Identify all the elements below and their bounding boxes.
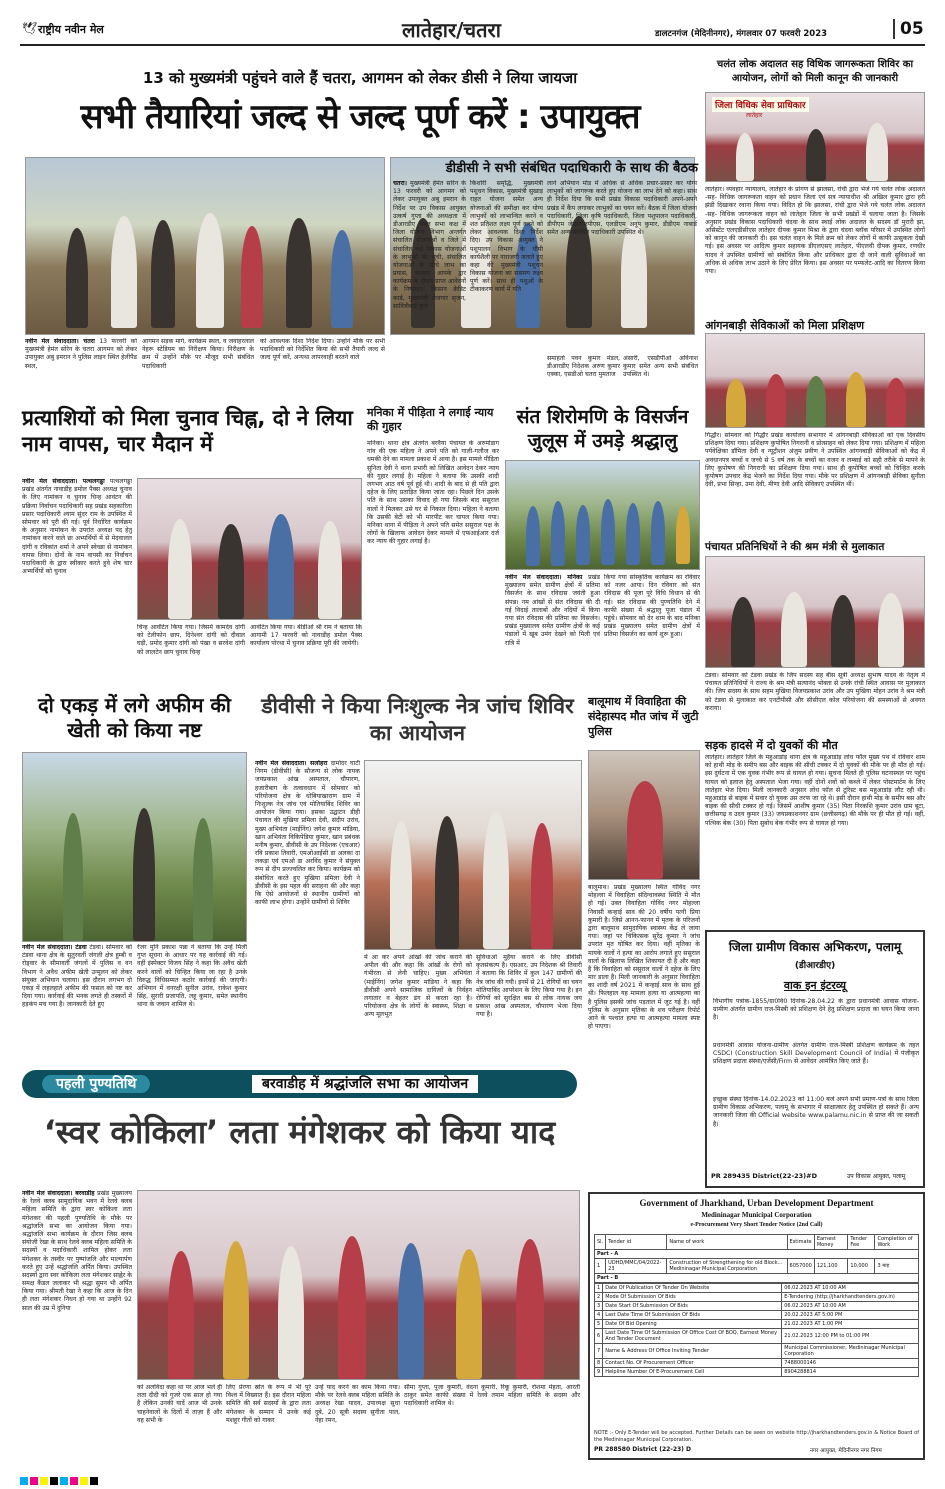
table-cell: 9 — [595, 1368, 603, 1377]
bird-logo-icon: 🕊 — [22, 21, 38, 35]
table-row — [595, 1368, 919, 1377]
table-cell: Last Date Time Of Submission Of Office Cost Of BOQ, Earnest Money And Tender Document — [603, 1329, 782, 1344]
balumath-photo — [588, 750, 700, 880]
accident-body: लातेहार। लातेहार जिले के महुआडांड़ थाना क्षेत्र के महुआडांड़ लोध फॉल मुख्य पथ में रविवार शाम को हाथी मोड़ के समीप बस और बाइक की सीधी टक्कर में दो युवकों की मौके पर ही मौत हो गई। इस दुर्घटना में एक युवक गंभीर रूप से घायल हो गया। सूचना मिलते ही पुलिस घटनास्थल पर पहुंच घायल को इलाज हेतु अस्पताल भेजा गया। वहीं दोनों शवों को कब्जे में लेकर पोस्टमार्टम के लिए लातेहार भेज दिया। मिली जानकारी अनुसार लोध फॉल से टूरिस्ट बस महुआडांड़ लौट रही थी। महुआडांड़ से बाइक में सवार दो युवक उस तरफ जा रहे थे। इसी दौरान हाथी मोड़ के समीप बस और बाइक की सीधी टक्कर हो गई। जिसमें आशीष कुमार (35) पिता निरकशि कुमार उरांव ग्राम बूटा, छत्तीसगढ़ व उदय कुमार (33) जयप्रकाशनगर ग्राम (छत्तीसगढ़) की मौके पर ही मौत हो गई। वहीं, पत्थिक बेक (30) पिता सुबोध बेक गंभीर रूप से घायल हो गया। — [705, 754, 925, 827]
tribute-headline: ‘स्वर कोकिला’ लता मंगेशकर को किया याद — [43, 1113, 556, 1151]
legal-camp-headline: चलंत लोक अदालत सह विधिक जागरूकता शिविर का आयोजन, लोगों को मिली कानून की जानकारी — [716, 59, 914, 84]
woman-headline: मनिका में पीड़िता ने लगाई न्याय की गुहार — [367, 406, 494, 434]
table-row — [595, 1329, 919, 1344]
table-cell: Date Start Of Submission Of Bids — [603, 1302, 782, 1311]
tender-ad-footer-left: PR 288580 District (22-23) D — [594, 1446, 691, 1453]
tribute-byline: नवीन मेल संवाददाता। बरवाडीह — [22, 1190, 95, 1197]
table-cell: Name & Address Of Office Inviting Tender — [603, 1344, 782, 1359]
meeting-body-5: समाहर्ता पवन कुमार मंडल, डीआरडीए निदेशक अरुण कुमार एक्का, एसडीओ चतरा मुमताज — [547, 355, 620, 379]
nomination-byline: नवीन मेल संवाददाता। पत्थलगड्डा — [22, 478, 105, 485]
tender-part-b: Part - B — [595, 1274, 919, 1283]
nomination-body-3: आवंटित किया गया। बीडीओ श्री राम ने बताया कि आगामी 17 फरवरी को नावाडीह डमोल पैक्स कार्यालय पोरथा में चुनाव प्रक्रिया पूरी की जायेगी। — [250, 624, 362, 648]
table-cell: 3 — [595, 1302, 603, 1311]
tender-table — [594, 1234, 919, 1283]
procession-headline: संत शिरोमणि के विसर्जन जुलूस में उमड़े श्रद्धालु — [516, 406, 689, 452]
lead-body-3: को आवश्यक दिशा निर्देश दिया। उन्होंने मौके पर सभी पदाधिकारी को निर्देशित किया की सभी तैयारी जल्द से जल्द पूर्ण करें, अन्यथा लापरवाही बरतने वाले — [260, 338, 385, 362]
tender-ad-notice: e-Procurement Very Short Tender Notice (2nd Call) — [690, 1222, 823, 1228]
opium-photo — [22, 752, 247, 942]
table-cell: UDHD/MMC/04/2022-23 — [606, 1259, 667, 1274]
table-cell: 06.02.2023 AT 10:00 AM — [782, 1284, 919, 1293]
table-row — [595, 1311, 919, 1320]
lead-kicker: 13 को मुख्यमंत्री पहुंचने वाले हैं चतरा, आगमन को लेकर डीसी ने लिया जायजा — [142, 69, 578, 87]
accident-headline: सड़क हादसे में दो युवकों की मौत — [705, 739, 838, 752]
tribute-body-3: लिए प्रेरणा स्रोत के रूप में भी पूरे विश्व में विख्यात हैं। इस दौरान महिला समिति की सर्व सदस्यों के द्वारा लता मंगेशकर के सम्मान में उनके कई मशहूर गीतों को गाकर — [226, 1384, 311, 1424]
table-cell: 5 — [595, 1320, 603, 1329]
lead-headline: सभी तैयारियां जल्द से जल्द पूर्ण करें : उपायुक्त — [80, 97, 640, 137]
table-row — [595, 1259, 919, 1274]
nomination-body-1: पत्थलगड्डा प्रखंड अंतर्गत नावाडीह डमोल पैक्स अध्यक्ष चुनाव के लिए नामांकन व चुनाव चिन्ह आवंटन की प्रक्रिया निर्वाचन पदाधिकारी सह प्रखंड सहकारिता प्रसार पदाधिकारी श्याम सुंदर राम के उपस्थित में सोमवार को पूरी की गई। पूर्व निर्धारित कार्यक्रम के अनुसार नामांकन के उपरांत अध्यक्ष पद हेतु नामांकन करने वाले छः अभ्यर्थियों में से मेदवालल दांगी व रविकांत शर्मा ने अपने स्वेच्छा से नामांकन वापस लिया। दोनों के नाम वापसी का निर्वाचन पदाधिकारी के द्वारा स्वीकार करते हुवे शेष चार अभ्यर्थियों को चुनाव — [22, 478, 132, 576]
table-row — [595, 1344, 919, 1359]
tender-col-header: Earnest Money — [814, 1235, 848, 1250]
table-row — [595, 1359, 919, 1368]
interview-ad-footer-left: PR 289435 District(22-23)#D — [711, 1172, 817, 1180]
panchayat-body: टंडवा। सोमवार को टंडवा प्रखंड के जिप सदस्य सह बीस सूत्री अध्यक्ष सुभाष यादव के नेतृत्व में पंचायत प्रतिनिधियों ने राज्य के श्रम मंत्री सत्यानंद भोक्ता से उनके रांची स्थित आवास पर मुलाकात की। जिप सदस्य के साथ सहम मुखिया विजयप्रकाश उरांव और उप मुखिया मोहन उरांव ने श्रम मंत्री को टंडवा से मुलाकात कर एनटीपीसी और सीसीएल कोल परियोजना की समस्याओं से अवगत कराया। — [705, 672, 925, 712]
interview-ad — [705, 930, 925, 1188]
anganwadi-photo — [705, 333, 925, 428]
meeting-body-4: अंसारी, एसडीपीओ अविनाश कुमार समेत अन्य सभी संबंधित उपस्थित थे। — [623, 355, 698, 379]
table-cell: 7488000146 — [782, 1359, 919, 1368]
tender-col-header: Tender id — [606, 1235, 667, 1250]
interview-ad-p1: विभागीय पत्रांक-1855/ग्रा0वि0 दिनांक-28.04.22 के द्वारा प्रधानमंत्री आवास योजना-ग्रामीण अंतर्गत ग्रामीण राज-मिस्त्री को प्रशिक्षण देने हेतु प्रशिक्षण प्रदाता का चयन किया जाना है। — [713, 998, 919, 1022]
interview-ad-org-sub: (डीआरडीए) — [794, 961, 836, 971]
woman-body: मनिका। थाना क्षेत्र अंतर्गत बरवैया पंचायत के अरुमोडाग गांव की एक महिला ने अपने पति को गाली-गलौज कर धमकी देने का मामला प्रकाश में आया है। इस मामले पीड़िता सुनिता देवी ने थाना प्रभारी को लिखित आवेदन देकर न्याय की गुहार लगाई है। महिला ने बताया कि उसकी शादी लगभग आठ वर्ष पूर्व हुई थी। शादी के बाद से ही पति द्वारा दहेज के लिए प्रताड़ित किया जाता रहा। पिछले दिन उसके पति के साथ उसका विवाद हो गया जिसके बाद ससुराल वालों ने मिलकर उसे घर से निकाल दिया। महिला ने बताया कि उसकी बेटी को भी मारपीट कर घायल किया गया। मनिका थाना में पीड़िता ने अपने पति समेत ससुराल पक्ष के लोगों के खिलाफ आवेदन देकर मामले में एफआईआर दर्ज कर न्याय की गुहार लगाई है। — [367, 440, 499, 546]
tribute-body-1: प्रखंड मुख्यालय के रेलवे क्लब सामुदायिक भवन में रेलवे क्लब महिला समिति के द्वारा स्वर कोकिला लता मंगेशकर की पहली पुण्यतिथि के मौके पर श्रद्धांजलि सभा का आयोजन किया गया। श्रद्धांजलि सभा कार्यक्रम के दौरान जिस क्लब संयोजी रेखा के साथ रेलवे क्लब महिला समिति के सदस्यों व पदाधिकारी शामिल होकर लता मंगेशकर के तस्वीर पर पुष्पांजलि और माल्यार्पण करते हुए उन्हें श्रद्धांजलि अर्पित किया। उपस्थित सदस्यों द्वारा स्वर कोकिला लता मंगेशकर साह्वेर के समक्ष कैंडल जलाकर भी श्रद्धा सुमन भी अर्पित किया गया। श्रीमती रेखा ने कहा कि आज के दिन ही लता मंगेशकर निधन हो गया था उन्होंने 92 साल की उम्र में दुनिया — [22, 1190, 132, 1312]
tribute-photo — [137, 1190, 580, 1380]
nomination-photo — [137, 478, 362, 620]
opium-headline: दो एकड़ में लगे अफीम की खेती को किया नष्ट — [38, 693, 231, 742]
table-cell: Construction of Strengthening for old Block... Medininagar Municipal Corporation — [667, 1259, 787, 1274]
eye-camp-body-2: में आ कर अपने आंखों की जांच कराने की अपील की और कहा कि आंखों के रोगों को गंभीरता से लेनी चाहिए। मुख्य अभियंता (माईनिंग) जगेश कुमार मांडिया ने कहा कि डीवीसी अपने सामाजिक दायित्वों के निर्वहन लगातार व बेहतर ढंग से करता रहा है। परियोजना क्षेत्र के लोगों के स्वास्थ्य, शिक्षा व अन्य मूलभूत — [364, 954, 472, 1019]
table-cell: Date Of Bid Opening — [603, 1320, 782, 1329]
interview-ad-footer-right: उप विकास आयुक्त, पलामू — [847, 1173, 906, 1180]
interview-ad-org: जिला ग्रामीण विकास अभिकरण, पलामू — [728, 940, 902, 954]
opium-body-1: टंडवा। सोमवार को टंडवा थाना क्षेत्र के सुतुरवर्ती जंगली क्षेत्र हुम्बी व रोड्वार के सीमावर्ती जंगलों में पुलिस व वन विभाग ने अवैध अफीम खेती उन्मूलन को लेकर संयुक्त अभियान चलाया। इस दौरान लगभग दो एकड़ में लहलहाते अफीम की फसल को नष्ट कर दिया गया। कार्रवाई की भनक लगते ही तस्करों में हड़कंप मच गया है। जानकारी देते हुए — [22, 944, 132, 1009]
table-cell: 3 माह — [875, 1259, 919, 1274]
tender-col-header: Estimate — [787, 1235, 814, 1250]
table-cell: 21.02.2023 AT 1:00 PM — [782, 1320, 919, 1329]
table-cell: 10,000 — [848, 1259, 875, 1274]
tender-col-header: Tender Fee — [848, 1235, 875, 1250]
eye-camp-body-1: दामोदर घाटी निगम (डीवीसी) के सौजन्य से लोक नायक जयप्रकाश आंख अस्पताल, चौपारण, हजारीबाग के तत्वावधान में सोमवार को परियोजना क्षेत्र के धोबियाखाराण ग्राम में निःशुल्क नेत्र जांच एवं मोतियाबिंद शिविर का आयोजन किया गया। इसका उद्घाटन डीही पंचायत की मुखिया प्रमिला देवी, संदीप उरांव, मुख्य अभियंता (माईनिंग) जगेश कुमार मांडिया, खान अभियंता विकिपेडिया कुमार, खान प्रबंधक मनीष कुमार, डीवीसी के उप निदेशक (एचआर) रवि प्रकाश तिवारी, एमओआईसी डा अलका दा लकड़ा एवं एमओ डा अरविंद कुमार ने संयुक्त रूप से दीप प्रज्ज्वलित कर किया। कार्यक्रम को संबोधित करते हुए मुखिया प्रमिला देवी ने डीवीसी के इस पहल की सराहना की और कहा कि ऐसे आयोजनों से स्थानीय ग्रामीणों को काफी लाभ होगा। उन्होंने ग्रामीणों से शिविर — [255, 760, 360, 907]
table-row — [595, 1320, 919, 1329]
lead-byline: नवीन मेल संवाददाता। चतरा — [25, 338, 95, 345]
procession-body-1: प्रखंड मुख्यालय समेत ग्रामीण क्षेत्रों में प्रतिमा विसर्जन के साथ रविदास जयंती हुआ संपन्न। नम आंखों से संत रविदास की दी गई विदाई तालाबों और नदियों में किया गया संत रविदास की प्रतिमा का विसर्जन। प्रखंड मुख्यालय समेत ग्रामीण क्षेत्रों के कई पंडालों में खूब उमंग देखने को मिली एवं रात्रि में — [505, 574, 600, 647]
table-cell: 7 — [595, 1344, 603, 1359]
table-cell: Municipal Commissioner, Medininagar Municipal Corporation — [782, 1344, 919, 1359]
eye-camp-byline: नवीन मेल संवाददाता। सलोहरा — [255, 760, 328, 767]
legal-camp-body: लातेहार। व्यवहार न्यायालय, लातेहार के प्रांगण से झालसा, रांची द्वारा भेजे गये चलंत लोक अदालत -सह- विधिक जागरूकता वाहन को प्रधान जिला एवं सत्र न्यायाधीश श्री अखिल कुमार द्वारा हरी झंडी दिखाकर रवाना किया गया। विदित हो कि झालसा, रांची द्वारा भेजे गये चलंत लोक अदालत -सह- विधिक जागरूकता वाहन को लातेहार जिला के सभी प्रखंडों में चलाया जाता है। जिसके अनुसार प्रखंड विकास पदाधिकारी चंदवा के साथ स्थाई लोक अदालत के सदस्य डॉ मुरारी झा, असिस्टेंट एलएडीसीएस लातेहार दीपक कुमार मिश्रा के द्वारा चंदवा ब्लॉक परिसर में उपस्थित लोगों को कानून की जानकारी दी। इस चलंत वाहन के मिले क्रम को लेकर लोगों में काफी उत्सुकता देखी गई। इस अवसर पर आदित्य कुमार सहायक डीएलएसए लातेहार, पीएलवी दीपक कुमार, रणधीर यादव ने उपस्थित ग्रामीणों को संबोधित किया और प्राधिकार द्वारा दी जाने वाली सुविधाओं का अधिक से अधिक लाभ उठाने के लिए प्रेरित किया। इस अवसर पर पम्फलेट-आदि का वितरण किया गया। — [705, 186, 925, 275]
table-cell: 1 — [595, 1284, 603, 1293]
eye-camp-headline: डीवीसी ने किया निःशुल्क नेत्र जांच शिविर का आयोजन — [261, 694, 574, 746]
paper-name: राष्ट्रीय नवीन मेल — [38, 23, 104, 36]
table-cell: 2 — [595, 1293, 603, 1302]
procession-photo — [505, 460, 700, 570]
table-cell: 20.02.2023 AT 5:00 PM — [782, 1311, 919, 1320]
table-cell: Date Of Publication Of Tender On Website — [603, 1284, 782, 1293]
legal-camp-photo-banner: जिला विधिक सेवा प्राधिकार — [712, 97, 809, 112]
table-cell: 4 — [595, 1311, 603, 1320]
table-cell: Contact No. Of Procurement Officer — [603, 1359, 782, 1368]
opium-byline: नवीन मेल संवाददाता। टंडवा — [22, 944, 87, 951]
color-registration-strip — [20, 1470, 925, 1480]
eye-camp-photo — [364, 760, 582, 950]
tender-ad — [588, 1192, 925, 1460]
legal-camp-photo-banner-sub: लातेहार — [746, 112, 763, 119]
tribute-banner-left: पहली पुण्यतिथि — [42, 1075, 150, 1093]
table-cell: Last Date Time Of Submission Of Bids — [603, 1311, 782, 1320]
table-cell: 121,100 — [814, 1259, 848, 1274]
tender-col-header: Completion of Work — [875, 1235, 919, 1250]
interview-ad-title: वाक इन इंटरव्यू — [783, 979, 847, 992]
lead-photo — [25, 157, 385, 335]
balumath-headline: बालूमाथ में विवाहिता की संदेहास्पद मौत जांच में जुटी पुलिस — [588, 695, 699, 738]
meeting-body-1: मुख्यमंत्री हेमंत सोरेन के 13 फरवरी को आगमन को लेकर उपायुक्त अबु इमरान के निर्देश पर उप विकास आयुक्त उत्कर्ष गुप्ता की अध्यक्षता में डीआरडीए स्थित सभा कक्ष में जिला योजना विभाग अन्तर्गत संचालित योजनाओं व जिले में संचालित कई विकास योजनाओं के लाभुकों की सूची, संचालित योजनाओं के सीधे लाभ का प्रयास, सरकार आपके द्वार कार्यक्रम के दौरान प्राप्त आवेदनों के निष्पादन, किसान क्रेडिट कार्ड, मुख्यमंत्री रोजगार सृजन, सावित्रीबाई फुले — [393, 180, 466, 310]
tribute-body-4: उन्हें याद करने का काम किया गया। मौके पर रेलवे क्लब महिला समिति के अध्यक्ष रेखा यादव, उपाध्यक्ष सुधा दुबे, 20 सूत्री सदस्य सुनीता पाल, नेहा रमन, — [315, 1384, 400, 1424]
procession-byline: नवीन मेल संवाददाता। मनिका — [505, 574, 583, 581]
meeting-dateline: चतरा। — [393, 180, 407, 187]
eye-camp-body-3: सुविधाओं मुहैया कराने के लिए डीवीसी कृतसंकल्प है। एसआर, उप निदेशक श्री तिवारी ने बताया कि शिविर में कुल 147 ग्रामीणों की नेत्र जांच की गयी। इनमें से 21 रोगियों का चयन मोतियाबिंद आपरेशन के लिए किया गया है। इन रोगियों को सुरक्षित बस से लोक नायक जय प्रकाश आंख अस्पताल, चौपारण भेजा दिया गया है। — [476, 954, 582, 1019]
tender-part-a: Part - A — [595, 1250, 919, 1259]
tribute-banner-right: बरवाडीह में श्रद्धांजलि सभा का आयोजन — [252, 1075, 478, 1093]
opium-body-2: रेंजर मुनि प्रकाश पन्ना ने बताया कि उन्हें मिली गुप्त सूचना के आधार पर यह कार्रवाई की गई। वहीं इंस्पेक्टर विजय सिंह ने कहा कि अवैध खेती करने वालों को चिन्हित किया जा रहा है उनके विरुद्ध विधिसम्मत कठोर कार्रवाई की जाएगी। अभियान में वनरक्षी सुनील उरांव, राकेश कुमार सिंह, सुरारी प्रजापति, लहू कुमार, समेत स्थानीय थाना के जवान शामिल थे। — [137, 944, 247, 1009]
balumath-body: बालूमाथ। प्रखंड मुख्यालय स्थित गोविंद नगर मोहल्ला में विवाहिता संदिग्धावस्था स्थिति में मौत हो गई। उक्त विवाहिता गोविंद नगर मोहल्ला निवासी कन्हाई साव की 20 वर्षीय पत्नी प्रिया कुमारी है। जिसे आनन-फानन में मृतक के परिजनों द्वारा बालूमाथ सामुदायिक स्वास्थ्य केंद्र ले जाया गया। जहां पर चिकित्सक सुरेंद्र कुमार ने जांच उपरांत मृत घोषित कर दिया। वहीं मृतिका के मायके वालों ने हत्या का आरोप लगाते हुए ससुराल वालों के खिलाफ लिखित शिकायत दी है और कहा है कि विवाहिता को ससुराल वालों ने दहेज के लिए मार डाला है। मिली जानकारी के अनुसार विवाहिता का शादी वर्ष 2021 में कन्हाई साव के साथ हुई थी। फिलहाल यह मामला हत्या या आत्महत्या का है पुलिस इसकी जांच पड़ताल में जुट गई है। वहीं पुलिस के अनुसार मृतिका के शव परीक्षण रिपोर्ट आने के पश्चात हत्या या आत्महत्या मामला स्पष्ट हो पाएगा। — [588, 884, 700, 1031]
legal-camp-photo — [705, 92, 925, 182]
table-cell: 06.02.2023 AT 10:00 AM — [782, 1302, 919, 1311]
nomination-body-2: चिन्ह आवंटित किया गया। जिसमें कामदेव दांगी को टेलीफोन छाप, दिनेश्वर दांगी को दीवाल घड़ी, प्रमोद कुमार दांगी को पंखा व सरवेश दांगी को लालटेन छाप चुनाव चिन्ह — [137, 624, 245, 656]
table-cell: 6057000 — [787, 1259, 814, 1274]
tender-ad-subtitle: Medininagar Municipal Corporation — [701, 1211, 812, 1219]
masthead-rule — [20, 44, 925, 46]
lead-body-1: 13 फरवरी को मुख्यमंत्री हेमंत सोरेन के चतरा आगमन को लेकर उपायुक्त अबु इमरान ने पुलिस लाइन स्थित हेलीपैड स्थल, — [25, 338, 137, 370]
table-cell: E-Tendering (http://jharkhandtenders.gov.in) — [782, 1293, 919, 1302]
interview-ad-p3: इच्छुक संस्था दिनांक-14.02.2023 को 11:00 बजे अपने सभी प्रमाण-पत्रों के साथ जिला ग्रामीण विकास अभिकरण, पलामू के सभागार में साक्षात्कार हेतु उपस्थित हो सकते हैं। अन्य जानकारी जिला की Official website www.palamu.nic.in से प्राप्त की जा सकती है। — [713, 1096, 919, 1128]
tender-ad-title: Government of Jharkhand, Urban Development Department — [639, 1198, 874, 1208]
procession-body-2: किया गया सांस्कृतिक कार्यक्रम का रविवार को नजर आया। दिन रविवार को संत रविदास की पूजा पूरे विधि विधान से की गई। संत रविदास की पुण्यतिथि देने में काफी संख्या में श्रद्धालु पूजा पंडाल में पहुंचे। सोमवार को देर शाम के बाद मनिका प्रखंड मुख्यालय समेत ग्रामीण क्षेत्रों में प्रतिमा विसर्जन का कार्य शुरू हुआ। — [604, 574, 700, 639]
page-number: 05 — [893, 19, 924, 39]
section-title: लातेहार/चतरा — [402, 18, 501, 42]
tender-col-header: Name of work — [667, 1235, 787, 1250]
table-row — [595, 1293, 919, 1302]
anganwadi-headline: आंगनबाड़ी सेविकाओं को मिला प्रशिक्षण — [705, 319, 865, 332]
tender-table-b — [594, 1283, 919, 1377]
meeting-body-2: किशोरी समृद्धि, मुख्यमंत्री पशुधन विकास, मुख्यमंत्री सुखाड़ राहत योजना समेत अन्य योजनाओं की समीक्षा कर योग्य लाभुकों को लाभान्वित करने व शत प्रतिशत लक्ष्य पूर्ण करने को लेकर आवश्यक दिशा निर्देश दिए। उप विकास आयुक्त ने पशुपालन विभाग के धीमी कार्यशैली पर नाराजगी जताते हुए कहा की मुख्यमंत्री पशुधन विकास योजना का ससमय लक्ष्य पूर्ण करें। साथ ही पशुओं के टीकाकरण कार्य में गति — [470, 180, 543, 294]
anganwadi-body: गिद्धौर। सोमवार को गिद्धौर प्रखंड कार्यालय सभागार में आंगनबाड़ी सेविकाओं को एक दिवसीय प्रशिक्षण दिया गया। प्रशिक्षण कुपोषित निगरानी व प्रोत्साहन को लेकर दिया गया। प्रशिक्षण में महिला पर्यवेक्षिका डॉमिता देवी व न्यूट्रीशन अंजुम प्रवीण ने उपस्थित आंगनबाड़ी सेविकाओं को केंद्र में अवधानपत्र बच्चों व जच्चे से 5 वर्ष तक के बच्चों का वजन व लम्बाई को सही तरीके से मापने के लिए कुपोषण की निगरानी का प्रशिक्षण दिया गया। साथ ही कुपोषित बच्चों को चिन्हित करके कुपोषण उपचार केंद्र भेजने का निर्देश दिया गया। मौके पर प्रशिक्षण में आंगनबाड़ी सेविका सुनीता देवी, प्रभा सिन्हा, उमा देवी, मीणा देवी आदि सेविकाएं उपस्थित थीं। — [705, 432, 925, 489]
lead-body-2: आगमन सड़क मार्ग, कार्यक्रम स्थल, व जवाहरलाल नेहरू स्टेडियम का निरीक्षण किया। निरीक्षण के क्रम में उन्होंने मौके पर मौजूद सभी संबंधित पदाधिकारी — [142, 338, 254, 370]
table-row — [595, 1302, 919, 1311]
tender-ad-note: NOTE :- Only E-Tender will be accepted. Further Details can be seen on website http://jharkhandtenders.gov.in & Notice Board of the Medininagar Municipal Corporation. — [594, 1430, 919, 1443]
meeting-headline: डीडीसी ने सभी संबंधित पदाधिकारी के साथ की बैठक — [445, 161, 698, 176]
table-cell: 6 — [595, 1329, 603, 1344]
panchayat-photo — [705, 556, 925, 668]
dateline: डालटनगंज (मेदिनीनगर), मंगलवार 07 फरवरी 2023 — [655, 29, 828, 39]
table-cell: Helpline Number Of E-Procurement Cell — [603, 1368, 782, 1377]
meeting-body-3: लाने अभियान मोड में अधिक से अधिक प्रचार-प्रसार कर योग्य लाभुकों को जागरूक करते हुए योजना का लाभ देने को कहा। साथ ही निर्देश दिया कि सभी प्रखंड विकास पदाधिकारी अपने-अपने प्रखंड में कैंप लगाकर लाभुकों का चयन करें। बैठक में जिला योजना पदाधिकारी, जिला कृषि पदाधिकारी, जिला पशुपालन पदाधिकारी, डीपीएम जेएसएलपीएस, एलडीएम अनूप कुमार, डीडीएम नाबार्ड समेत अन्य संबंधित पदाधिकारी उपस्थित थे। — [547, 180, 697, 237]
table-cell: 8904288814 — [782, 1368, 919, 1377]
tribute-body-2: को अलविदा कहा था पर आज भले ही लता दीदी को गुजरे एक साल हो गया है लेकिन उनकी यादें आज भी उनके चाहनेवालों के दिलों में ताज़ा हैं और वह सभी के — [137, 1384, 222, 1424]
interview-ad-p2: प्रधानमंत्री आवास योजना-ग्रामीण अंतर्गत ग्रामीण राज-मिस्त्री प्रशिक्षण कार्यक्रम के तहत CSDCI (Construction Skill Development Council of India) में पंजीकृत प्रशिक्षण प्रदाता संस्था/एजेंसी/Firm से आवेदन आमंत्रित किए जाते हैं। — [713, 1042, 919, 1066]
tribute-body-5: सीमा गुप्ता, पूजा कुमारी, वंदना कुमारी, रिंकू कुमारी, रोशमा मेहता, आरती ठाकुर समेत काफी संख्या में रेलवे तमाम महिला समिति के सदस्य और पदाधिकारी शामिल थे। — [404, 1384, 580, 1408]
tender-col-header: Sl. — [595, 1235, 606, 1250]
masthead — [0, 0, 945, 50]
table-cell: 1 — [595, 1259, 606, 1274]
table-cell: 8 — [595, 1359, 603, 1368]
nomination-headline: प्रत्याशियों को मिला चुनाव चिह्न, दो ने लिया नाम वापस, चार मैदान में — [22, 406, 353, 457]
panchayat-headline: पंचायत प्रतिनिधियों ने की श्रम मंत्री से मुलाकात — [705, 541, 885, 553]
table-row — [595, 1284, 919, 1293]
table-cell: 21.02.2023 12:00 PM to 01:00 PM — [782, 1329, 919, 1344]
tender-ad-footer-right: नगर आयुक्त, मेदिनीनगर नगर निगम — [810, 1448, 882, 1454]
table-cell: Mode Of Submission Of Bids — [603, 1293, 782, 1302]
